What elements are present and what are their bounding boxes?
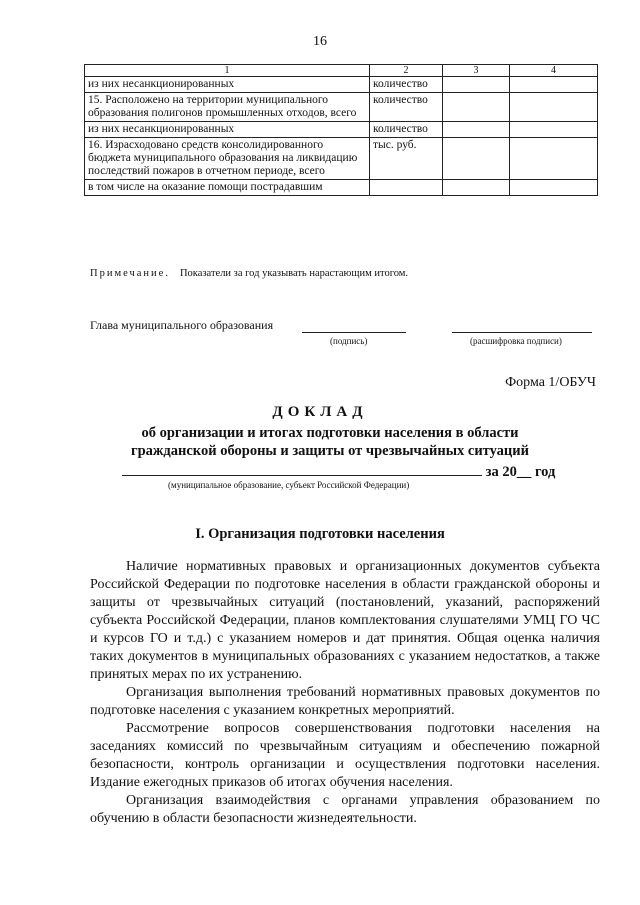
paragraph: Организация взаимодействия с органами управления образованием по обучению в области безопасности жизнедеятельности. [90, 793, 600, 826]
municipality-caption: (муниципальное образование, субъект Российской Федерации) [168, 480, 410, 490]
subtitle-line-2: гражданской обороны и защиты от чрезвычайных ситуаций [131, 443, 529, 459]
signature-decoding-line [452, 332, 592, 333]
header-cell-3: 3 [443, 65, 510, 77]
header-cell-2: 2 [370, 65, 443, 77]
municipality-fill-line [122, 462, 482, 476]
row-unit [370, 180, 443, 196]
row-value-4 [510, 77, 598, 93]
row-value-4 [510, 93, 598, 122]
row-unit: тыс. руб. [370, 138, 443, 180]
row-unit: количество [370, 122, 443, 138]
signature-line [302, 332, 406, 333]
paragraph: Организация выполнения требований нормативных правовых документов по подготовке населения с указанием конкретных мероприятий. [90, 685, 600, 718]
section-body [90, 558, 600, 828]
note-label: Примечание. [90, 268, 170, 279]
subtitle-line-1: об организации и итогах подготовки населения в области [141, 425, 519, 441]
table-row [85, 180, 598, 196]
row-value-3 [443, 122, 510, 138]
row-label: из них несанкционированных [85, 122, 370, 138]
page-number: 16 [313, 34, 327, 49]
report-table [84, 64, 598, 196]
row-label: 15. Расположено на территории муниципального образования полигонов промышленных отходов, всего [85, 93, 370, 122]
note-text: Показатели за год указывать нарастающим итогом. [179, 268, 409, 279]
section-heading: I. Организация подготовки населения [195, 526, 445, 542]
row-label: из них несанкционированных [85, 77, 370, 93]
table-row [85, 122, 598, 138]
signature-decoding-caption: (расшифровка подписи) [470, 336, 562, 346]
table-header-row [85, 65, 598, 77]
row-unit: количество [370, 93, 443, 122]
year-text: за 20__ год [485, 464, 556, 480]
paragraph: Рассмотрение вопросов совершенствования подготовки населения на заседаниях комиссий по чрезвычайным ситуациям и обеспечению пожарной безопасности, контроль организации и осуществления подготовки населения. Издание ежегодных приказов об итогах обучения населения. [90, 721, 600, 790]
paragraph: Наличие нормативных правовых и организационных документов субъекта Российской Федерации по подготовке населения в области гражданской обороны и защиты от чрезвычайных ситуаций (постановлений, указаний, распоряжений субъекта Российской Федерации, планов комплектования слушателями УМЦ ГО ЧС и курсов ГО и т.д.) с указанием номеров и дат принятия. Общая оценка наличия таких документов в муниципальных образованиях с указанием недостатков, а также принятых мерах по их устранению. [90, 559, 600, 682]
document-subtitle [60, 424, 600, 460]
signature-caption: (подпись) [330, 336, 368, 346]
table-row [85, 93, 598, 122]
row-value-4 [510, 138, 598, 180]
form-code: Форма 1/ОБУЧ [505, 375, 596, 390]
signature-label: Глава муниципального образования [90, 318, 274, 332]
row-label: в том числе на оказание помощи пострадавшим [85, 180, 370, 196]
row-value-3 [443, 77, 510, 93]
row-value-3 [443, 138, 510, 180]
note [90, 268, 408, 279]
row-value-3 [443, 180, 510, 196]
municipality-year-row [122, 462, 602, 481]
table-row [85, 138, 598, 180]
table-row [85, 77, 598, 93]
header-cell-1: 1 [85, 65, 370, 77]
header-cell-4: 4 [510, 65, 598, 77]
row-unit: количество [370, 77, 443, 93]
row-label: 16. Израсходовано средств консолидированного бюджета муниципального образования на ликвидацию последствий пожаров в отчетном периоде, всего [85, 138, 370, 180]
row-value-4 [510, 180, 598, 196]
signature-block [90, 318, 600, 350]
row-value-4 [510, 122, 598, 138]
document-title: ДОКЛАД [272, 404, 368, 420]
row-value-3 [443, 93, 510, 122]
